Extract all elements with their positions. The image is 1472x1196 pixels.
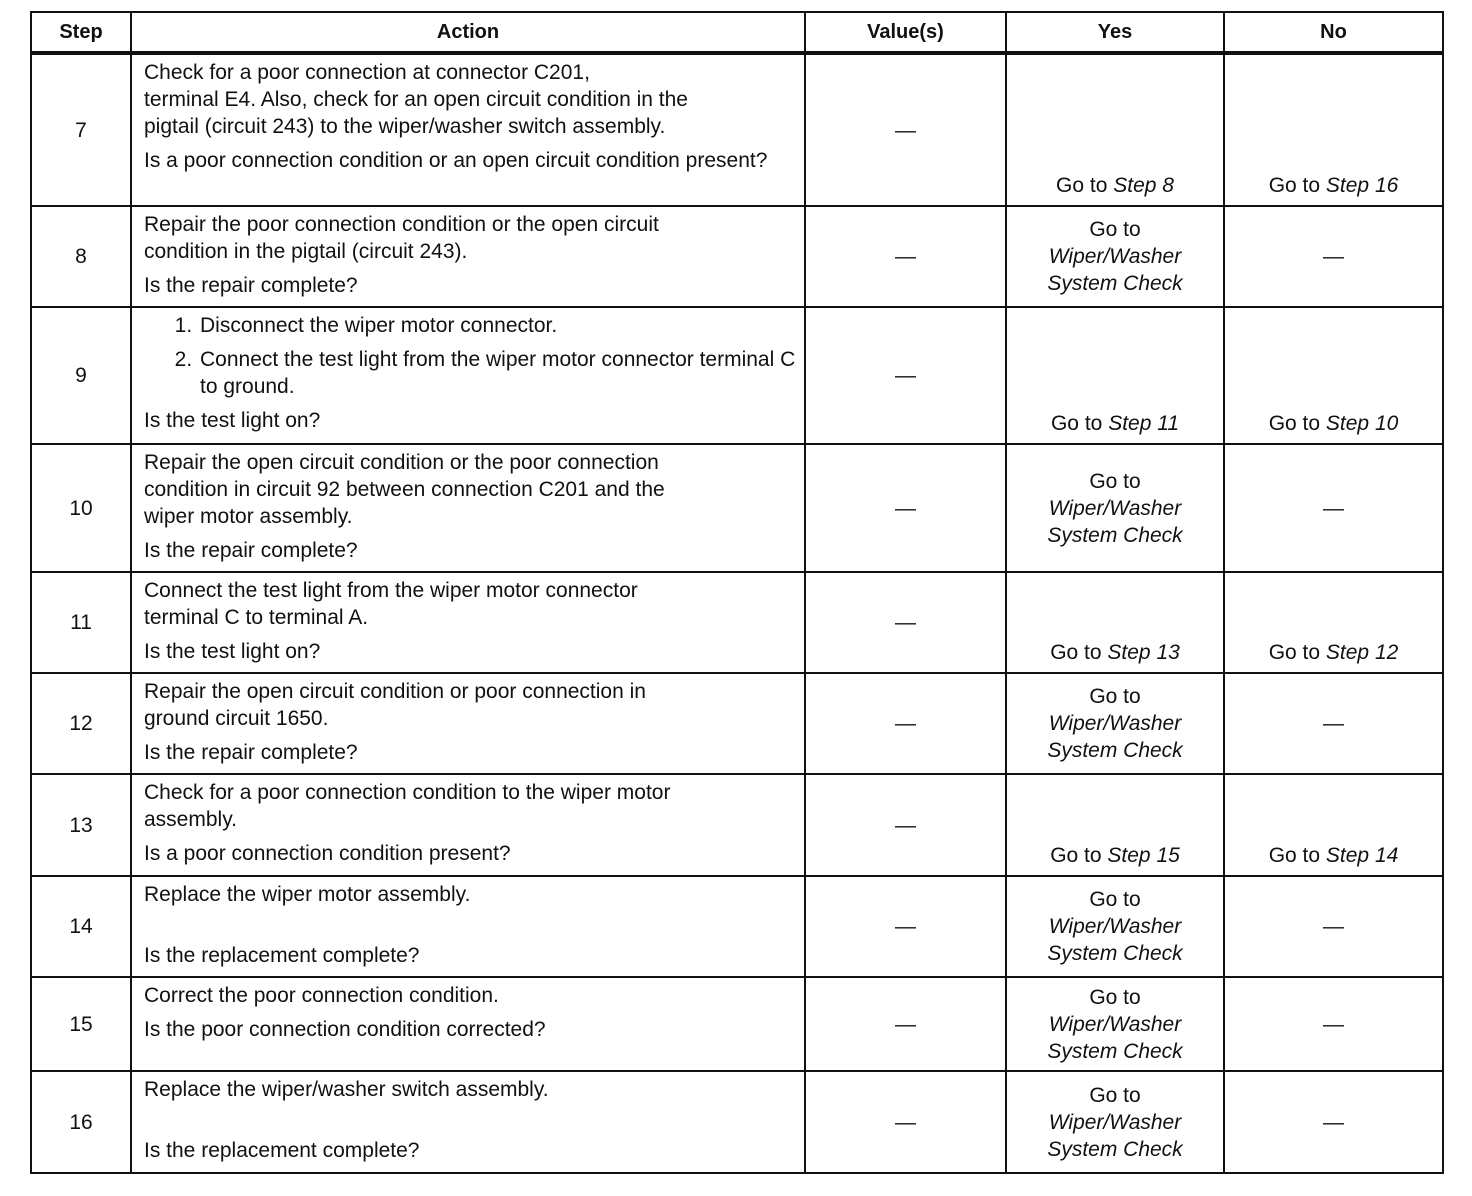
action-cell (131, 572, 805, 673)
action-text: Check for a poor connection condition to the wiper motor (144, 781, 671, 804)
question-text: Is the repair complete? (144, 539, 358, 562)
question-text: Is the repair complete? (144, 741, 358, 764)
value-cell: — (805, 673, 1006, 774)
yes-target: System Check (1047, 1137, 1183, 1161)
no-target: Step 16 (1325, 174, 1399, 197)
question-text: Is the test light on? (144, 409, 321, 432)
goto-prefix: Go to (1050, 412, 1103, 435)
table-row (31, 977, 1443, 1071)
table-row (31, 53, 1443, 206)
header-step: Step (31, 12, 131, 53)
yes-cell (1006, 307, 1224, 444)
table-row (31, 307, 1443, 444)
no-cell: — (1224, 444, 1443, 572)
header-yes: Yes (1006, 12, 1224, 53)
yes-cell (1006, 673, 1224, 774)
table-row (31, 206, 1443, 307)
action-cell (131, 876, 805, 977)
question-text: Is a poor connection condition or an open circuit condition present? (144, 149, 768, 172)
action-cell (131, 206, 805, 307)
yes-target: System Check (1047, 272, 1183, 295)
yes-target: Wiper/Washer (1048, 1012, 1182, 1036)
goto-prefix: Go to (1268, 174, 1321, 197)
table-row (31, 673, 1443, 774)
step-number: 9 (31, 307, 131, 444)
goto-prefix: Go to (1050, 844, 1102, 867)
no-cell (1224, 774, 1443, 876)
yes-target: System Check (1047, 739, 1183, 762)
list-item: 1. Disconnect the wiper motor connector. (198, 312, 796, 339)
yes-cell (1006, 876, 1224, 977)
value-cell: — (805, 876, 1006, 977)
no-cell (1224, 53, 1443, 206)
action-text: Check for a poor connection at connector C201, (144, 61, 590, 84)
action-cell (131, 444, 805, 572)
step-number: 13 (31, 774, 131, 876)
action-steps-list (144, 312, 796, 400)
action-text: terminal C to terminal A. (144, 606, 369, 629)
question-text: Is the test light on? (144, 640, 321, 663)
yes-cell (1006, 977, 1224, 1071)
yes-target: Wiper/Washer (1048, 712, 1182, 735)
question-text: Is the replacement complete? (144, 1139, 420, 1162)
yes-target: Step 13 (1107, 641, 1180, 664)
yes-target: System Check (1047, 523, 1183, 547)
action-text: wiper motor assembly. (144, 505, 353, 528)
value-cell: — (805, 206, 1006, 307)
table-row (31, 1071, 1443, 1173)
yes-cell (1006, 1071, 1224, 1173)
no-cell: — (1224, 1071, 1443, 1173)
action-cell (131, 1071, 805, 1173)
step-number: 15 (31, 977, 131, 1071)
goto-prefix: Go to (1268, 844, 1321, 867)
yes-target: Wiper/Washer (1048, 245, 1182, 268)
goto-prefix: Go to (1089, 985, 1141, 1009)
goto-prefix: Go to (1089, 888, 1141, 911)
no-cell (1224, 307, 1443, 444)
no-target: Step 14 (1325, 844, 1399, 867)
step-number: 11 (31, 572, 131, 673)
value-cell: — (805, 307, 1006, 444)
yes-target: Step 15 (1107, 844, 1180, 867)
table-row (31, 444, 1443, 572)
no-cell: — (1224, 876, 1443, 977)
goto-prefix: Go to (1268, 641, 1321, 664)
action-cell (131, 977, 805, 1071)
goto-prefix: Go to (1089, 218, 1141, 241)
step-number: 16 (31, 1071, 131, 1173)
value-cell: — (805, 572, 1006, 673)
step-number: 12 (31, 673, 131, 774)
no-cell: — (1224, 673, 1443, 774)
table-row (31, 774, 1443, 876)
header-action: Action (131, 12, 805, 53)
goto-prefix: Go to (1089, 1083, 1141, 1107)
yes-target: System Check (1047, 1039, 1183, 1063)
yes-target: Wiper/Washer (1048, 496, 1182, 520)
action-text: condition in the pigtail (circuit 243). (144, 240, 468, 263)
goto-prefix: Go to (1089, 469, 1141, 493)
yes-cell (1006, 572, 1224, 673)
header-no: No (1224, 12, 1443, 53)
goto-prefix: Go to (1056, 174, 1108, 197)
list-item: 2. Connect the test light from the wiper motor connector terminal C to ground. (198, 346, 796, 400)
header-row (31, 12, 1443, 53)
action-text: pigtail (circuit 243) to the wiper/washer switch assembly. (144, 115, 666, 138)
yes-cell (1006, 774, 1224, 876)
step-number: 10 (31, 444, 131, 572)
yes-cell (1006, 53, 1224, 206)
action-cell (131, 673, 805, 774)
value-cell: — (805, 53, 1006, 206)
value-cell: — (805, 977, 1006, 1071)
action-text: ground circuit 1650. (144, 707, 329, 730)
diagnostic-table (30, 11, 1444, 1174)
question-text: Is a poor connection condition present? (144, 842, 511, 865)
action-text: Repair the poor connection condition or the open circuit (144, 213, 659, 236)
value-cell: — (805, 1071, 1006, 1173)
question-text: Is the poor connection condition corrected? (144, 1018, 546, 1041)
yes-target: Wiper/Washer (1048, 1110, 1182, 1134)
step-number: 8 (31, 206, 131, 307)
question-text: Is the replacement complete? (144, 944, 420, 967)
no-target: Step 12 (1325, 641, 1399, 664)
yes-target: Wiper/Washer (1048, 915, 1182, 938)
step-number: 14 (31, 876, 131, 977)
question-text: Is the repair complete? (144, 274, 358, 297)
goto-prefix: Go to (1268, 412, 1321, 435)
value-cell: — (805, 444, 1006, 572)
step-number: 7 (31, 53, 131, 206)
yes-cell (1006, 206, 1224, 307)
table-row (31, 876, 1443, 977)
action-text: Replace the wiper/washer switch assembly. (144, 1078, 549, 1101)
action-text: condition in circuit 92 between connection C201 and the (144, 478, 665, 501)
no-cell (1224, 572, 1443, 673)
action-cell (131, 53, 805, 206)
action-text: Replace the wiper motor assembly. (144, 883, 471, 906)
action-text: Correct the poor connection condition. (144, 984, 499, 1007)
action-cell (131, 774, 805, 876)
table-row (31, 572, 1443, 673)
action-text: assembly. (144, 808, 237, 831)
yes-target: Step 11 (1108, 412, 1180, 435)
goto-prefix: Go to (1089, 685, 1141, 708)
action-text: Repair the open circuit condition or poor connection in (144, 680, 646, 703)
no-cell: — (1224, 977, 1443, 1071)
value-cell: — (805, 774, 1006, 876)
no-target: Step 10 (1325, 412, 1399, 435)
yes-target: Step 8 (1113, 174, 1174, 197)
action-text: Connect the test light from the wiper motor connector (144, 579, 638, 602)
action-cell (131, 307, 805, 444)
action-text: Repair the open circuit condition or the poor connection (144, 451, 659, 474)
no-cell: — (1224, 206, 1443, 307)
goto-prefix: Go to (1050, 641, 1102, 664)
action-text: terminal E4. Also, check for an open circuit condition in the (144, 88, 688, 111)
yes-target: System Check (1047, 942, 1183, 965)
header-values: Value(s) (805, 12, 1006, 53)
yes-cell (1006, 444, 1224, 572)
